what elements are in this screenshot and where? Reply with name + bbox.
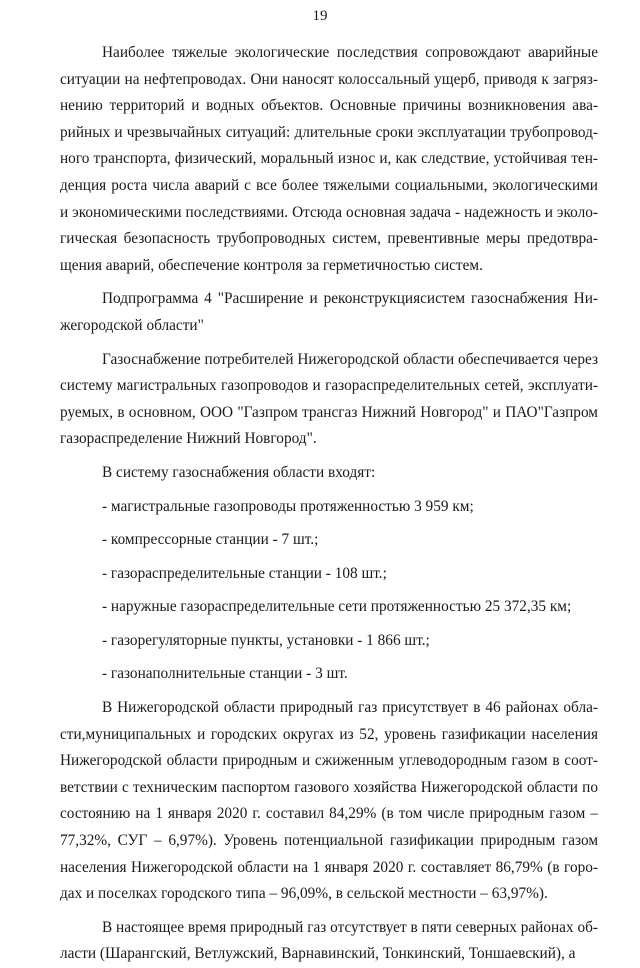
paragraph-list-intro: В систему газоснабжения области входят: (102, 463, 376, 481)
paragraph-northern-districts: В настоящее время природный газ отсутствует в пяти северных районах области (Шарангский, Ветлужский, Варнавинский, Тонкинский, Тоншаевский), а (60, 918, 598, 963)
list-item: - газораспределительные станции - 108 шт.; (102, 564, 387, 582)
list-item: - компрессорные станции - 7 шт.; (102, 531, 319, 549)
list-item: - газорегуляторные пункты, установки - 1 866 шт.; (102, 631, 430, 649)
list-item: - наружные газораспределительные сети протяженностью 25 372,35 км; (102, 598, 572, 616)
paragraph-oil-pipelines: Наиболее тяжелые экологические последствия сопровождают аварийные ситуации на нефтепроводах. Они наносят колоссальный ущерб, приводя к загрязнению территорий и водных объектов. Основные причины возникновения аварийных и чрезвычайных ситуаций: длительные сроки эксплуатации трубопроводного транспорта, физический, моральный износ и, как следствие, устойчивая тенденция роста числа аварий с все более тяжелыми социальными, экологическими и экономическими последствиями. Отсюда основная задача - надежность и экологическая безопасность трубопроводных систем, превентивные меры предотвращения аварий, обеспечение контроля за герметичностью систем. (60, 44, 598, 274)
paragraph-subprogram-title: Подпрограмма 4 "Расширение и реконструкциясистем газоснабжения Нижегородской области" (60, 290, 598, 334)
list-item: - магистральные газопроводы протяженностью 3 959 км; (102, 497, 474, 515)
document-body (60, 40, 598, 968)
paragraph-gasification-level: В Нижегородской области природный газ присутствует в 46 районах области,муниципальных и городских округах из 52, уровень газификации населения Нижегородской области природным и сжиженным углеводородным газом в соответствии с техническим паспортом газового хозяйства Нижегородской области по состоянию на 1 января 2020 г. составил 84,29% (в том числе природным газом – 77,32%, СУГ – 6,97%). Уровень потенциальной газификации природным газом населения Нижегородской области на 1 января 2020 г. составляет 86,79% (в городах и поселках городского типа – 96,09%, в сельской местности – 63,97%). (60, 699, 598, 903)
list-item: - газонаполнительные станции - 3 шт. (102, 665, 348, 683)
paragraph-gas-supply: Газоснабжение потребителей Нижегородской области обеспечивается через систему магистральных газопроводов и газораспределительных сетей, эксплуатируемых, в основном, ООО "Газпром трансгаз Нижний Новгород" и ПАО"Газпром газораспределение Нижний Новгород". (60, 350, 598, 448)
page-number: 19 (312, 8, 328, 24)
